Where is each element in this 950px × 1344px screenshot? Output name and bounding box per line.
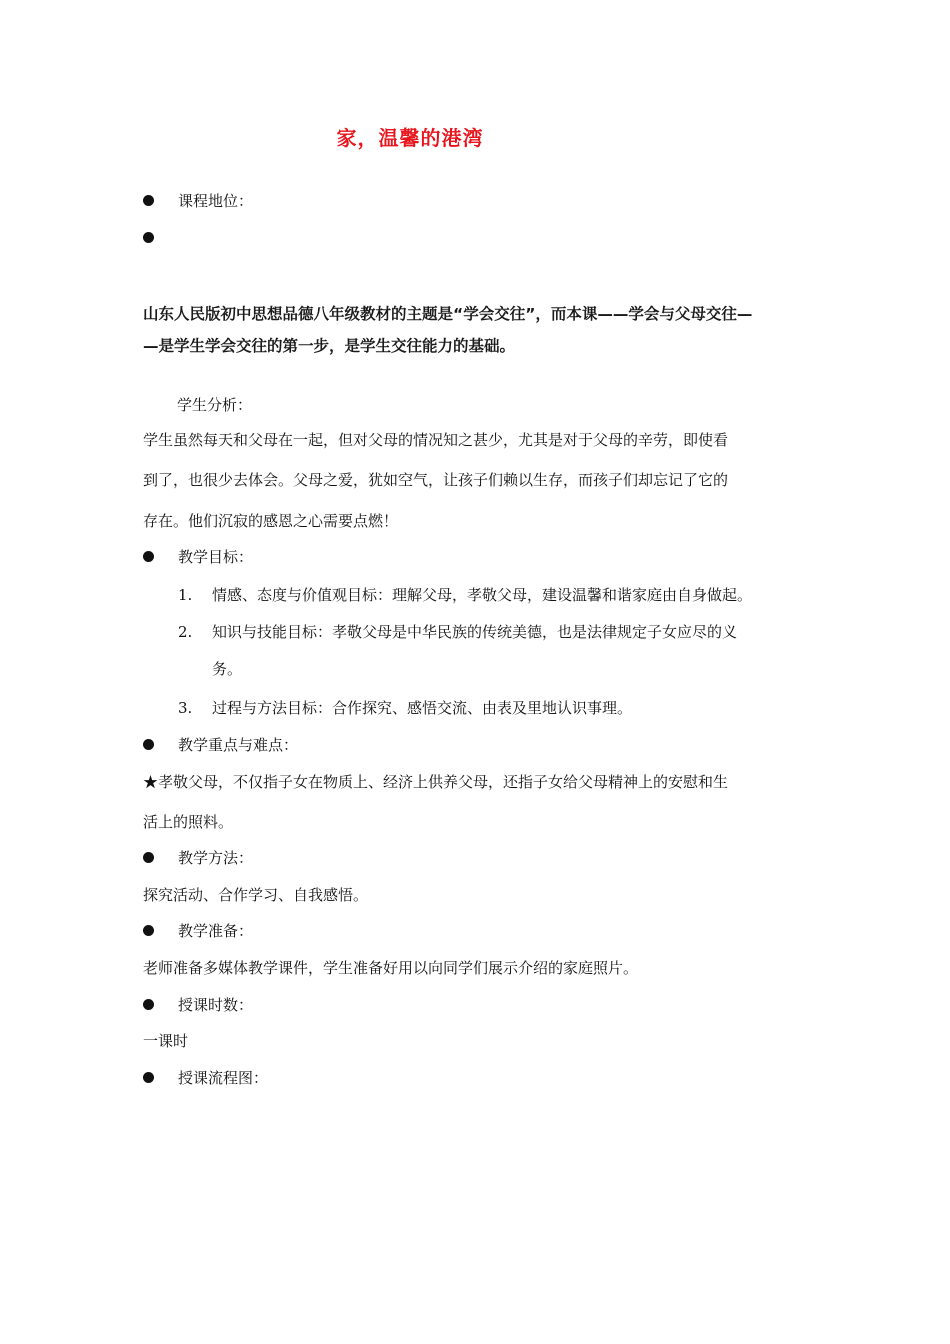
empty-bullet-row	[143, 228, 178, 248]
objective-number: 3.	[178, 699, 193, 717]
objective-number: 1.	[178, 586, 193, 604]
objective-number: 2.	[178, 623, 193, 641]
key-points-line: 活上的照料。	[143, 813, 234, 831]
bullet-icon	[143, 739, 154, 750]
objective-text-continued: 务。	[212, 660, 243, 678]
objective-item	[178, 622, 737, 642]
section-preparation	[143, 921, 253, 941]
bullet-icon	[143, 1072, 154, 1083]
preparation-body: 老师准备多媒体教学课件，学生准备好用以向同学们展示介绍的家庭照片。	[143, 959, 639, 977]
document-title: 家，温馨的港湾	[336, 126, 484, 150]
hours-body: 一课时	[143, 1032, 189, 1050]
objective-text: 情感、态度与价值观目标：理解父母，孝敬父母，建设温馨和谐家庭由自身做起。	[212, 586, 753, 604]
objective-text: 知识与技能目标：孝敬父母是中华民族的传统美德，也是法律规定子女应尽的义	[212, 623, 738, 641]
section-key-points	[143, 735, 298, 755]
bullet-icon	[143, 852, 154, 863]
student-analysis-line: 学生虽然每天和父母在一起，但对父母的情况知之甚少，尤其是对于父母的辛劳，即使看	[143, 431, 729, 449]
bullet-icon	[143, 999, 154, 1010]
objective-item	[178, 698, 632, 718]
objective-item	[178, 585, 752, 605]
methods-body: 探究活动、合作学习、自我感悟。	[143, 886, 369, 904]
key-points-line: ★孝敬父母，不仅指子女在物质上、经济上供养父母，还指子女给父母精神上的安慰和生	[143, 773, 729, 791]
section-flowchart	[143, 1068, 268, 1088]
student-analysis-line: 到了，也很少去体会。父母之爱，犹如空气，让孩子们赖以生存，而孩子们却忘记了它的	[143, 471, 729, 489]
course-position-heading: 课程地位：	[178, 192, 254, 210]
objectives-heading: 教学目标：	[178, 548, 254, 566]
section-hours	[143, 995, 253, 1015]
bullet-icon	[143, 925, 154, 936]
section-objectives	[143, 547, 253, 567]
student-analysis-line: 存在。他们沉寂的感恩之心需要点燃！	[143, 512, 399, 530]
course-position-line: —是学生学会交往的第一步，是学生交往能力的基础。	[143, 337, 516, 355]
course-position-line: 山东人民版初中思想品德八年级教材的主题是“学会交往”，而本课——学会与父母交往—	[143, 305, 753, 323]
objective-text: 过程与方法目标：合作探究、感悟交流、由表及里地认识事理。	[212, 699, 633, 717]
key-points-heading: 教学重点与难点：	[178, 736, 299, 754]
bullet-icon	[143, 195, 154, 206]
methods-heading: 教学方法：	[178, 849, 254, 867]
course-position-body	[143, 298, 808, 362]
section-methods	[143, 848, 253, 868]
section-course-position	[143, 191, 253, 211]
flowchart-heading: 授课流程图：	[178, 1069, 269, 1087]
preparation-heading: 教学准备：	[178, 922, 254, 940]
student-analysis-heading: 学生分析：	[177, 396, 253, 414]
bullet-icon	[143, 551, 154, 562]
hours-heading: 授课时数：	[178, 996, 254, 1014]
bullet-icon	[143, 232, 154, 243]
